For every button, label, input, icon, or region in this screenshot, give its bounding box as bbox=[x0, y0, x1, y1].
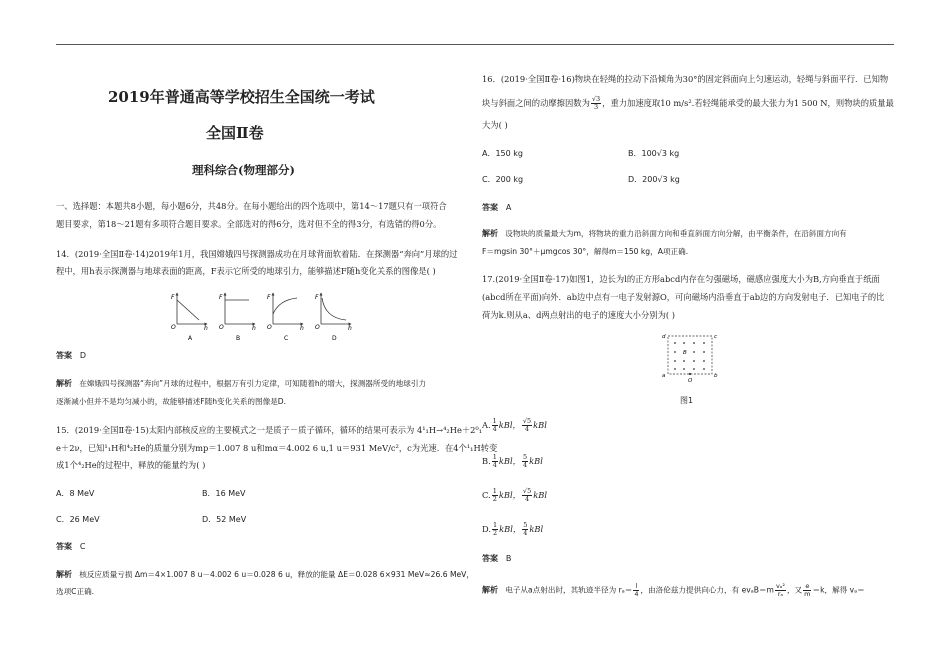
q14-line-1: 14．(2019·全国Ⅱ卷·14)2019年1月，我国嫦娥四号探测器成功在月球背面软着陆．在探测器“奔向”月球的过 bbox=[56, 249, 458, 259]
opt-frac-1 bbox=[492, 522, 498, 537]
opt-term-2: kBl bbox=[529, 524, 544, 534]
graph-b-f-label: F bbox=[219, 294, 223, 301]
q16-answer-value: A bbox=[505, 203, 512, 212]
q16-answer bbox=[482, 202, 511, 213]
graph-c-f-label: F bbox=[267, 294, 271, 301]
q14-line-2: 程中，用h表示探测器与地球表面的距离，F表示它所受的地球引力，能够描述F随h变化关系的图像是( ) bbox=[56, 266, 436, 276]
fig-label-c: c bbox=[714, 334, 718, 340]
q16-option-a: A．150 kg bbox=[482, 149, 523, 158]
frac-num: 1 bbox=[492, 487, 497, 495]
graph-c-h-label: h bbox=[300, 325, 304, 332]
fig-label-a: a bbox=[662, 373, 666, 379]
q14-answer-value: D bbox=[79, 351, 87, 360]
opt-frac-2 bbox=[522, 488, 532, 503]
q16-line-2b: ，重力加速度取10 m/s².若轻绳能承受的最大张力为1 500 N，则物块的质量最 bbox=[602, 98, 894, 108]
exam-subject: 理科综合(物理部分) bbox=[192, 163, 295, 177]
explanation-label: 解析 bbox=[56, 379, 72, 388]
frac-num: 1 bbox=[492, 453, 497, 461]
opt-term-2: kBl bbox=[533, 420, 547, 430]
q16-line-3: 大为( ) bbox=[482, 120, 508, 130]
opt-letter: B. bbox=[482, 456, 491, 466]
fig-label-field: B bbox=[683, 350, 687, 356]
opt-frac-1 bbox=[492, 454, 498, 469]
q15-explanation-1 bbox=[56, 569, 474, 580]
q15-option-c: C．26 MeV bbox=[56, 515, 100, 524]
opt-term-1: kBl， bbox=[498, 490, 521, 500]
q17-line-1: 17.(2019·全国Ⅱ卷·17)如图1，边长为l的正方形abcd内存在匀强磁场，磁感应强度大小为B,方向垂直于纸面 bbox=[482, 274, 880, 284]
exam-title: 2019年普通高等学校招生全国统一考试 bbox=[108, 88, 375, 106]
q17-expl-c: ，又 bbox=[786, 585, 803, 595]
opt-frac-1 bbox=[492, 418, 498, 433]
graph-b bbox=[219, 293, 256, 342]
q17-expl-a: 电子从a点射出时，其轨迹半径为 rₐ＝ bbox=[505, 585, 633, 595]
opt-term-1: kBl， bbox=[498, 420, 521, 430]
graph-d-h-label: h bbox=[348, 325, 352, 332]
q14-expl-text-1: 在嫦娥四号探测器“奔向”月球的过程中，根据万有引力定律，可知随着h的增大，探测器所受的地球引力 bbox=[79, 379, 427, 388]
fig-label-b: b bbox=[714, 373, 718, 379]
frac-den: m bbox=[804, 590, 811, 598]
q15-explanation-2: 选项C正确. bbox=[56, 587, 95, 596]
q17-line-2: (abcd所在平面)向外．ab边中点有一电子发射源O，可向磁场内沿垂直于ab边的方向发射电子．已知电子的比 bbox=[482, 292, 885, 302]
answer-label: 答案 bbox=[56, 351, 72, 360]
q17-option-a bbox=[482, 418, 547, 433]
opt-letter: C. bbox=[482, 490, 491, 500]
q16-option-b: B．100√3 kg bbox=[628, 149, 680, 158]
graph-d-label: D bbox=[332, 335, 337, 342]
frac-num: vₐ² bbox=[775, 582, 785, 590]
q17-figure-caption: 图1 bbox=[680, 396, 694, 405]
q16-explanation-2: F＝mgsin 30°＋μmgcos 30°，解得m＝150 kg，A项正确. bbox=[482, 247, 689, 256]
frac-num: e bbox=[803, 583, 811, 591]
graph-a bbox=[171, 293, 208, 342]
q16-option-c: C．200 kg bbox=[482, 175, 524, 184]
q15-option-b: B．16 MeV bbox=[202, 489, 246, 498]
q17-answer-value: B bbox=[505, 554, 512, 563]
instructions-line-1: 一、选择题：本题共8小题，每小题6分，共48分。在每小题给出的四个选项中，第14～17题只有一项符合 bbox=[56, 201, 447, 211]
exam-volume: 全国Ⅱ卷 bbox=[206, 124, 264, 142]
q16-line-2a: 块与斜面之间的动摩擦因数为 bbox=[482, 98, 590, 108]
graph-a-label: A bbox=[188, 335, 193, 342]
answer-label: 答案 bbox=[56, 542, 72, 551]
graph-a-f-label: F bbox=[171, 294, 175, 301]
q17-figure bbox=[660, 330, 722, 386]
frac-num: √5 bbox=[522, 487, 532, 495]
frac-den: 3 bbox=[593, 103, 599, 111]
explanation-label: 解析 bbox=[56, 570, 72, 579]
instructions-line-2: 题目要求，第18～21题有多项符合题目要求。全部选对的得6分，选对但不全的得3分，有选错的得0分。 bbox=[56, 219, 442, 229]
graph-d-f-label: F bbox=[315, 294, 319, 301]
q16-option-d: D．200√3 kg bbox=[628, 175, 680, 184]
graph-c-o-label: O bbox=[267, 324, 272, 331]
q14-explanation-1 bbox=[56, 378, 426, 389]
answer-label: 答案 bbox=[482, 554, 498, 563]
q15-line-1: 15．(2019·全国Ⅱ卷·15)太阳内部核反应的主要模式之一是质子－质子循环，循环的结果可表示为 4¹₁H→⁴₂He＋2⁰₁ bbox=[56, 425, 483, 435]
graph-b-o-label: O bbox=[219, 324, 224, 331]
q15-answer bbox=[56, 541, 86, 552]
graph-a-h-label: h bbox=[204, 325, 208, 332]
frac-num: √5 bbox=[522, 417, 532, 425]
frac-den: 4 bbox=[492, 425, 497, 433]
frac-num: l bbox=[633, 583, 639, 591]
frac-num: 5 bbox=[522, 453, 528, 461]
q15-line-3: 成1个⁴₂He的过程中，释放的能量约为( ) bbox=[56, 460, 206, 470]
q15-line-2: e＋2ν，已知¹₁H和⁴₂He的质量分别为mp＝1.007 8 u和mα＝4.002 6 u,1 u＝931 MeV/c²，c为光速．在4个¹₁H转变 bbox=[56, 443, 498, 453]
q14-explanation-2: 逐渐减小但并不是均匀减小的，故能够描述F随h变化关系的图像是D. bbox=[56, 397, 287, 406]
opt-frac-2 bbox=[522, 522, 528, 537]
frac-den: 4 bbox=[522, 461, 528, 469]
frac-num: 1 bbox=[493, 521, 498, 529]
frac-den: 4 bbox=[524, 425, 530, 433]
q17-option-c bbox=[482, 488, 547, 503]
frac-den: 4 bbox=[524, 495, 530, 503]
q16-explanation-1 bbox=[482, 228, 847, 239]
opt-term-2: kBl bbox=[533, 490, 547, 500]
q17-expl-frac-3 bbox=[803, 583, 811, 598]
graph-d-o-label: O bbox=[315, 324, 320, 331]
graph-b-label: B bbox=[236, 335, 241, 342]
opt-frac-2 bbox=[522, 418, 532, 433]
q16-line-1: 16．(2019·全国Ⅱ卷·16)物块在轻绳的拉动下沿倾角为30°的固定斜面向上匀速运动，轻绳与斜面平行．已知物 bbox=[482, 74, 889, 84]
graph-d bbox=[315, 293, 352, 342]
graph-c-label: C bbox=[284, 335, 289, 342]
frac-den: 2 bbox=[492, 495, 497, 503]
graph-b-h-label: h bbox=[252, 325, 256, 332]
frac-den: 4 bbox=[492, 461, 497, 469]
q17-option-b bbox=[482, 454, 543, 469]
q16-line-2 bbox=[482, 96, 894, 111]
frac-den: rₐ bbox=[777, 590, 784, 598]
q15-option-a: A．8 MeV bbox=[56, 489, 95, 498]
q17-option-d bbox=[482, 522, 543, 537]
q17-expl-d: ＝k，解得 vₐ＝ bbox=[812, 585, 865, 595]
q15-option-d: D．52 MeV bbox=[202, 515, 247, 524]
frac-num: 1 bbox=[492, 417, 497, 425]
header-rule bbox=[56, 44, 894, 45]
explanation-label: 解析 bbox=[482, 229, 498, 238]
q17-expl-frac-1 bbox=[633, 583, 639, 598]
q15-expl-text-1: 核反应质量亏损 Δm＝4×1.007 8 u－4.002 6 u＝0.028 6 u，释放的能量 ΔE＝0.028 6×931 MeV≈26.6 MeV， bbox=[79, 570, 474, 579]
opt-letter: A. bbox=[482, 420, 491, 430]
q14-answer bbox=[56, 350, 86, 361]
q16-mu-fraction bbox=[591, 96, 601, 111]
opt-letter: D. bbox=[482, 524, 491, 534]
frac-den: 4 bbox=[523, 529, 528, 537]
q14-graphs bbox=[171, 288, 361, 342]
opt-term-2: kBl bbox=[529, 456, 543, 466]
frac-num: 5 bbox=[523, 521, 528, 529]
frac-den: 2 bbox=[493, 529, 498, 537]
graph-a-o-label: O bbox=[171, 324, 176, 331]
q16-expl-text-1: 设物块的质量最大为m，将物块的重力沿斜面方向和垂直斜面方向分解，由平衡条件，在沿斜面方向有 bbox=[505, 229, 847, 238]
opt-term-1: kBl， bbox=[499, 524, 522, 534]
answer-label: 答案 bbox=[482, 203, 498, 212]
frac-den: 4 bbox=[634, 590, 639, 598]
opt-frac-1 bbox=[492, 488, 498, 503]
explanation-label: 解析 bbox=[482, 585, 498, 595]
opt-frac-2 bbox=[522, 454, 528, 469]
frac-num: √3 bbox=[591, 95, 601, 103]
fig-label-d: d bbox=[662, 334, 666, 340]
q15-answer-value: C bbox=[79, 542, 86, 551]
q17-explanation bbox=[482, 583, 865, 598]
q17-line-3: 荷为k.则从a、d两点射出的电子的速度大小分别为( ) bbox=[482, 310, 675, 320]
fig-label-o: O bbox=[688, 378, 693, 384]
q17-expl-b: ，由洛伦兹力提供向心力，有 evₐB＝m bbox=[640, 585, 774, 595]
q17-answer bbox=[482, 553, 511, 564]
graph-c bbox=[267, 293, 304, 342]
opt-term-1: kBl， bbox=[498, 456, 521, 466]
q17-expl-frac-2 bbox=[775, 583, 786, 598]
